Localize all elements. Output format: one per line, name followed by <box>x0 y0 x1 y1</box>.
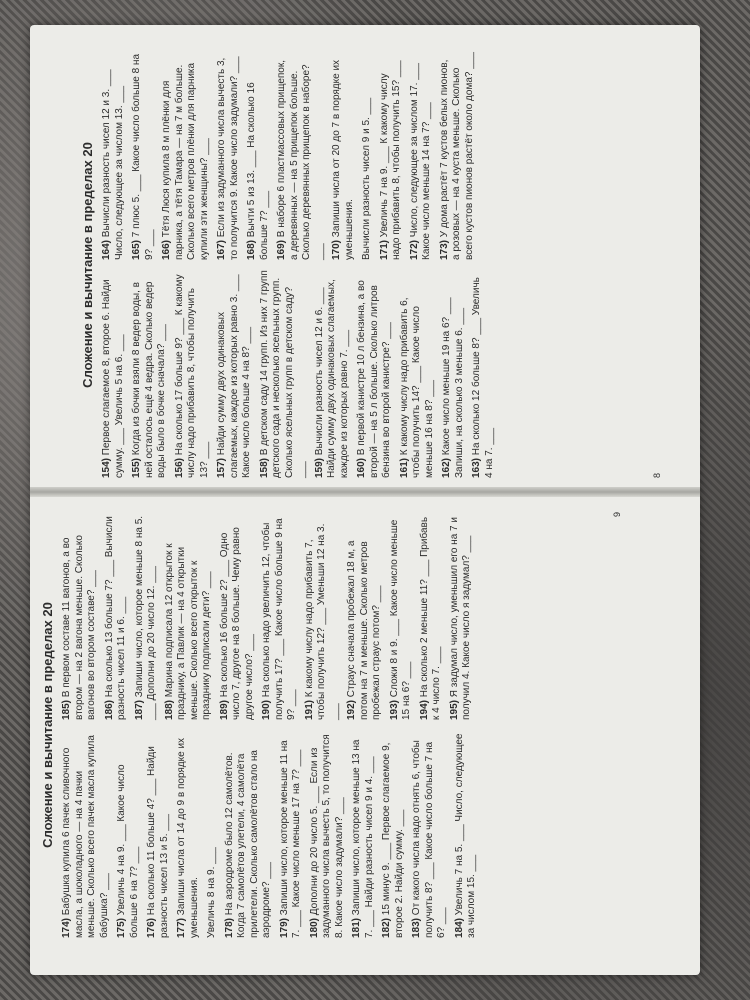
task-text: В первой канистре 10 л бензина, а во второй — на 5 л больше. Сколько литров бензина во второй канистре? ___ <box>356 280 392 478</box>
task-number: 192) <box>346 699 357 720</box>
task-number: 161) <box>398 457 410 478</box>
task-item <box>389 512 414 720</box>
task-text: В детском саду 14 групп. Из них 7 групп детского сада и несколько ясельных групп. Сколько ясельных групп в детском саду? ___ <box>258 270 307 478</box>
task-item <box>304 512 342 720</box>
task-text: На сколько 13 больше 7? ___ Вычисли разность чисел 11 и 6. ___ <box>103 516 127 720</box>
page-heading: Сложение и вычитание в пределах 20 <box>40 602 55 848</box>
task-text: Найди сумму двух одинаковых слагаемых, каждое из которых равно 3. ___ Какое число больше 4 на 8? ___ <box>216 274 252 478</box>
task-number: 178) <box>223 917 235 938</box>
task-number: 189) <box>218 699 230 720</box>
task-text: Запиши числа от 14 до 9 в порядке их уменьшения. <box>176 737 200 938</box>
task-text: Сложи 8 и 9. ___ Какое число меньше 15 на 6? ___ <box>388 519 412 720</box>
task-text: От какого числа надо отнять 6, чтобы получить 8? ___ Какое число больше 7 на 6? ___ <box>411 740 447 938</box>
task-item <box>314 270 352 478</box>
task-text: На аэродроме было 12 самолётов. Когда 7 самолётов улетели, 4 самолёта прилетели. Сколько самолётов стало на аэродроме? ___ <box>223 750 272 938</box>
task-item <box>454 730 479 938</box>
task-column <box>101 270 641 478</box>
task-text: На сколько 17 больше 9? ___ К какому числу надо прибавить 8, чтобы получить 13? ___ <box>173 274 210 478</box>
task-item <box>131 52 156 260</box>
task-text: Вычисли разность чисел 9 и 5. ___ <box>361 97 372 260</box>
task-item <box>61 730 111 938</box>
task-text: В первом составе 11 вагонов, а во втором — на 2 вагона меньше. Сколько вагонов во втором составе? ___ <box>61 535 97 720</box>
task-item <box>351 730 376 938</box>
task-item <box>379 52 404 260</box>
task-number: 184) <box>453 917 465 938</box>
task-number: 194) <box>418 699 430 720</box>
task-text: 7 плюс 5. ___ Какое число больше 8 на 9? ___ <box>131 53 155 260</box>
task-number: 195) <box>448 699 460 720</box>
task-item <box>411 730 449 938</box>
task-text: Запиши число, которое меньше 8 на 5. ___ Дополни до 20 число 12. ___ <box>133 515 157 720</box>
task-text: Увеличь 7 на 9. ___ К какому числу надо прибавить 8, чтобы получить 15? ___ <box>378 60 402 260</box>
workbook-page-right <box>30 500 630 950</box>
task-number: 171) <box>378 239 390 260</box>
task-item <box>101 52 126 260</box>
task-number: 183) <box>411 917 422 938</box>
task-item <box>439 52 477 260</box>
task-number: 160) <box>356 457 367 478</box>
task-number: 159) <box>313 457 325 478</box>
task-number: 191) <box>303 699 315 720</box>
task-number: 163) <box>471 457 482 478</box>
task-item <box>449 512 474 720</box>
task-number: 168) <box>246 239 257 260</box>
task-item <box>161 52 211 260</box>
task-item <box>261 512 299 720</box>
task-item <box>224 730 274 938</box>
task-text: Вычисли разность чисел 12 и 6. ___ Найди сумму двух одинаковых слагаемых, каждое из которых равно 7. ___ <box>313 279 350 478</box>
task-number: 185) <box>61 699 72 720</box>
task-text: На сколько 12 больше 8? ___ Увеличь 4 на 7. ___ <box>471 277 495 478</box>
task-item <box>174 270 212 478</box>
task-text: На сколько 11 больше 4? ___ Найди разность чисел 13 и 5. ___ <box>146 746 170 938</box>
task-number: 176) <box>146 917 157 938</box>
task-column <box>101 52 641 260</box>
task-item <box>216 270 254 478</box>
task-text: К какому числу надо прибавить 7, чтобы получить 12? ___ Уменьши 12 на 3. ___ <box>303 523 340 720</box>
task-number: 186) <box>103 699 115 720</box>
task-number: 156) <box>173 457 185 478</box>
task-number: 170) <box>331 239 342 260</box>
task-text: Я задумал число, уменьшил его на 7 и получил 4. Какое число я задумал? ___ <box>448 517 472 720</box>
task-item <box>176 730 201 938</box>
task-text: Запиши число, которое меньше 13 на 7. ___ Найди разность чисел 9 и 4. ___ <box>351 739 375 938</box>
task-text: Первое слагаемое 8, второе 6. Найди сумму. ___ Увеличь 5 на 6. ___ <box>101 279 125 478</box>
task-number: 181) <box>351 917 362 938</box>
task-item <box>419 512 444 720</box>
task-text: Увеличь 7 на 5. ___ Число, следующее за числом 15. ___ <box>453 733 477 938</box>
page-number: 9 <box>612 512 622 518</box>
task-item <box>471 270 496 478</box>
workbook-page-left <box>70 40 670 490</box>
task-text: 15 минус 9. ___ Первое слагаемое 9, второе 2. Найди сумму. ___ <box>381 742 405 938</box>
task-number: 155) <box>131 457 142 478</box>
task-item <box>309 730 347 938</box>
task-number: 154) <box>101 457 112 478</box>
task-item <box>164 512 214 720</box>
task-text: На сколько надо увеличить 12, чтобы получить 17? ___ Какое число больше 9 на 9? ___ <box>261 518 297 720</box>
task-item <box>61 512 99 720</box>
task-number: 193) <box>388 699 400 720</box>
task-number: 169) <box>276 239 287 260</box>
task-item <box>134 512 159 720</box>
task-item <box>381 730 406 938</box>
task-text: Запиши число, которое меньше 11 на 7. ___ Какое число меньше 17 на 7? ___ <box>278 740 302 938</box>
task-item <box>356 270 394 478</box>
task-text: Запиши числа от 20 до 7 в порядке их уменьшения. <box>331 59 355 260</box>
task-item <box>216 52 241 260</box>
task-text: Бабушка купила 6 пачек сливочного масла, а шоколадного — на 4 пачки меньше. Сколько всего пачек масла купила бабушка? ___ <box>61 735 110 938</box>
task-text: Увеличь 8 на 9. ___ <box>206 847 217 938</box>
task-text: Если из задуманного числа вычесть 3, то получится 9. Какое число задумали? ___ <box>216 56 240 260</box>
task-number: 174) <box>61 917 72 938</box>
task-text: Какое число меньше 19 на 6? ___ Запиши, на сколько 3 меньше 6. ___ <box>441 297 465 478</box>
task-item <box>246 52 271 260</box>
task-number: 167) <box>216 239 227 260</box>
task-number: 173) <box>438 239 450 260</box>
task-text: Тётя Люся купила 8 м плёнки для парника, а тётя Тамара — на 7 м больше. Сколько всего метров плёнки для парника купили эти женщины? ___ <box>161 62 210 260</box>
task-item <box>409 52 434 260</box>
task-column <box>61 730 601 938</box>
task-number: 190) <box>261 699 272 720</box>
task-text: На сколько 16 больше 2? ___ Одно число 7, другое на 8 больше. Чему равно другое число? ___ <box>218 527 255 720</box>
task-number: 188) <box>163 699 175 720</box>
task-text: Марина подписала 12 открыток к празднику, а Павлик — на 4 открытки меньше. Сколько всего открыток к празднику подписали дети? ___ <box>163 543 212 720</box>
task-text: Увеличь 4 на 9. ___ Какое число больше 6 на 7? ___ <box>116 764 140 938</box>
page-heading: Сложение и вычитание в пределах 20 <box>80 142 95 388</box>
task-text: К какому числу надо прибавить 6, чтобы получить 14? ___ Какое число меньше 16 на 8? ___ <box>398 297 435 478</box>
task-text: Вычти 5 из 13. ___ На сколько 16 больше 7? ___ <box>246 82 270 260</box>
task-item <box>116 730 141 938</box>
task-item <box>361 52 374 260</box>
task-number: 180) <box>308 917 320 938</box>
task-item <box>399 270 437 478</box>
task-text: Страус сначала пробежал 18 м, а потом на 7 м меньше. Сколько метров пробежал страус потом? ___ <box>346 540 382 720</box>
task-item <box>131 270 169 478</box>
task-text: В наборе 6 пластмассовых прищепок, а деревянных — на 5 прищепок больше. Сколько деревянных прищепок в наборе? ___ <box>276 59 325 260</box>
task-number: 166) <box>161 239 172 260</box>
task-text: Дополни до 20 число 5. ___ Если из задуманного числа вычесть 5, то получится 8. Какое число задумали? ___ <box>308 734 345 938</box>
task-text: Когда из бочки взяли 8 ведер воды, в ней осталось ещё 4 ведра. Сколько ведер воды было в бочке сначала? ___ <box>131 281 167 478</box>
task-number: 175) <box>116 917 127 938</box>
task-column <box>61 512 601 720</box>
task-number: 158) <box>258 457 270 478</box>
task-number: 182) <box>381 917 392 938</box>
task-item <box>279 730 304 938</box>
task-item <box>146 730 171 938</box>
task-number: 164) <box>101 239 112 260</box>
task-number: 165) <box>131 239 142 260</box>
task-number: 172) <box>408 239 420 260</box>
task-item <box>346 512 384 720</box>
task-number: 157) <box>216 457 227 478</box>
page-number: 8 <box>652 472 662 478</box>
task-number: 179) <box>278 917 290 938</box>
task-item <box>206 730 219 938</box>
task-text: Вычисли разность чисел 12 и 3. ___ Число, следующее за числом 13. ___ <box>101 69 125 260</box>
task-number: 177) <box>176 917 187 938</box>
task-item <box>259 270 309 478</box>
task-text: На сколько 2 меньше 11? ___ Прибавь к 4 число 7. ___ <box>418 516 442 720</box>
task-item <box>276 52 326 260</box>
task-text: У дома растёт 7 кустов белых пионов, а розовых — на 4 куста меньше. Сколько всего кустов пионов растёт около дома? ___ <box>438 52 475 260</box>
task-text: Число, следующее за числом 17. ___ Какое число меньше 14 на 7? ___ <box>408 63 432 260</box>
task-number: 162) <box>441 457 452 478</box>
task-item <box>441 270 466 478</box>
task-item <box>331 52 356 260</box>
task-item <box>219 512 257 720</box>
task-item <box>101 270 126 478</box>
task-number: 187) <box>133 699 145 720</box>
task-item <box>104 512 129 720</box>
